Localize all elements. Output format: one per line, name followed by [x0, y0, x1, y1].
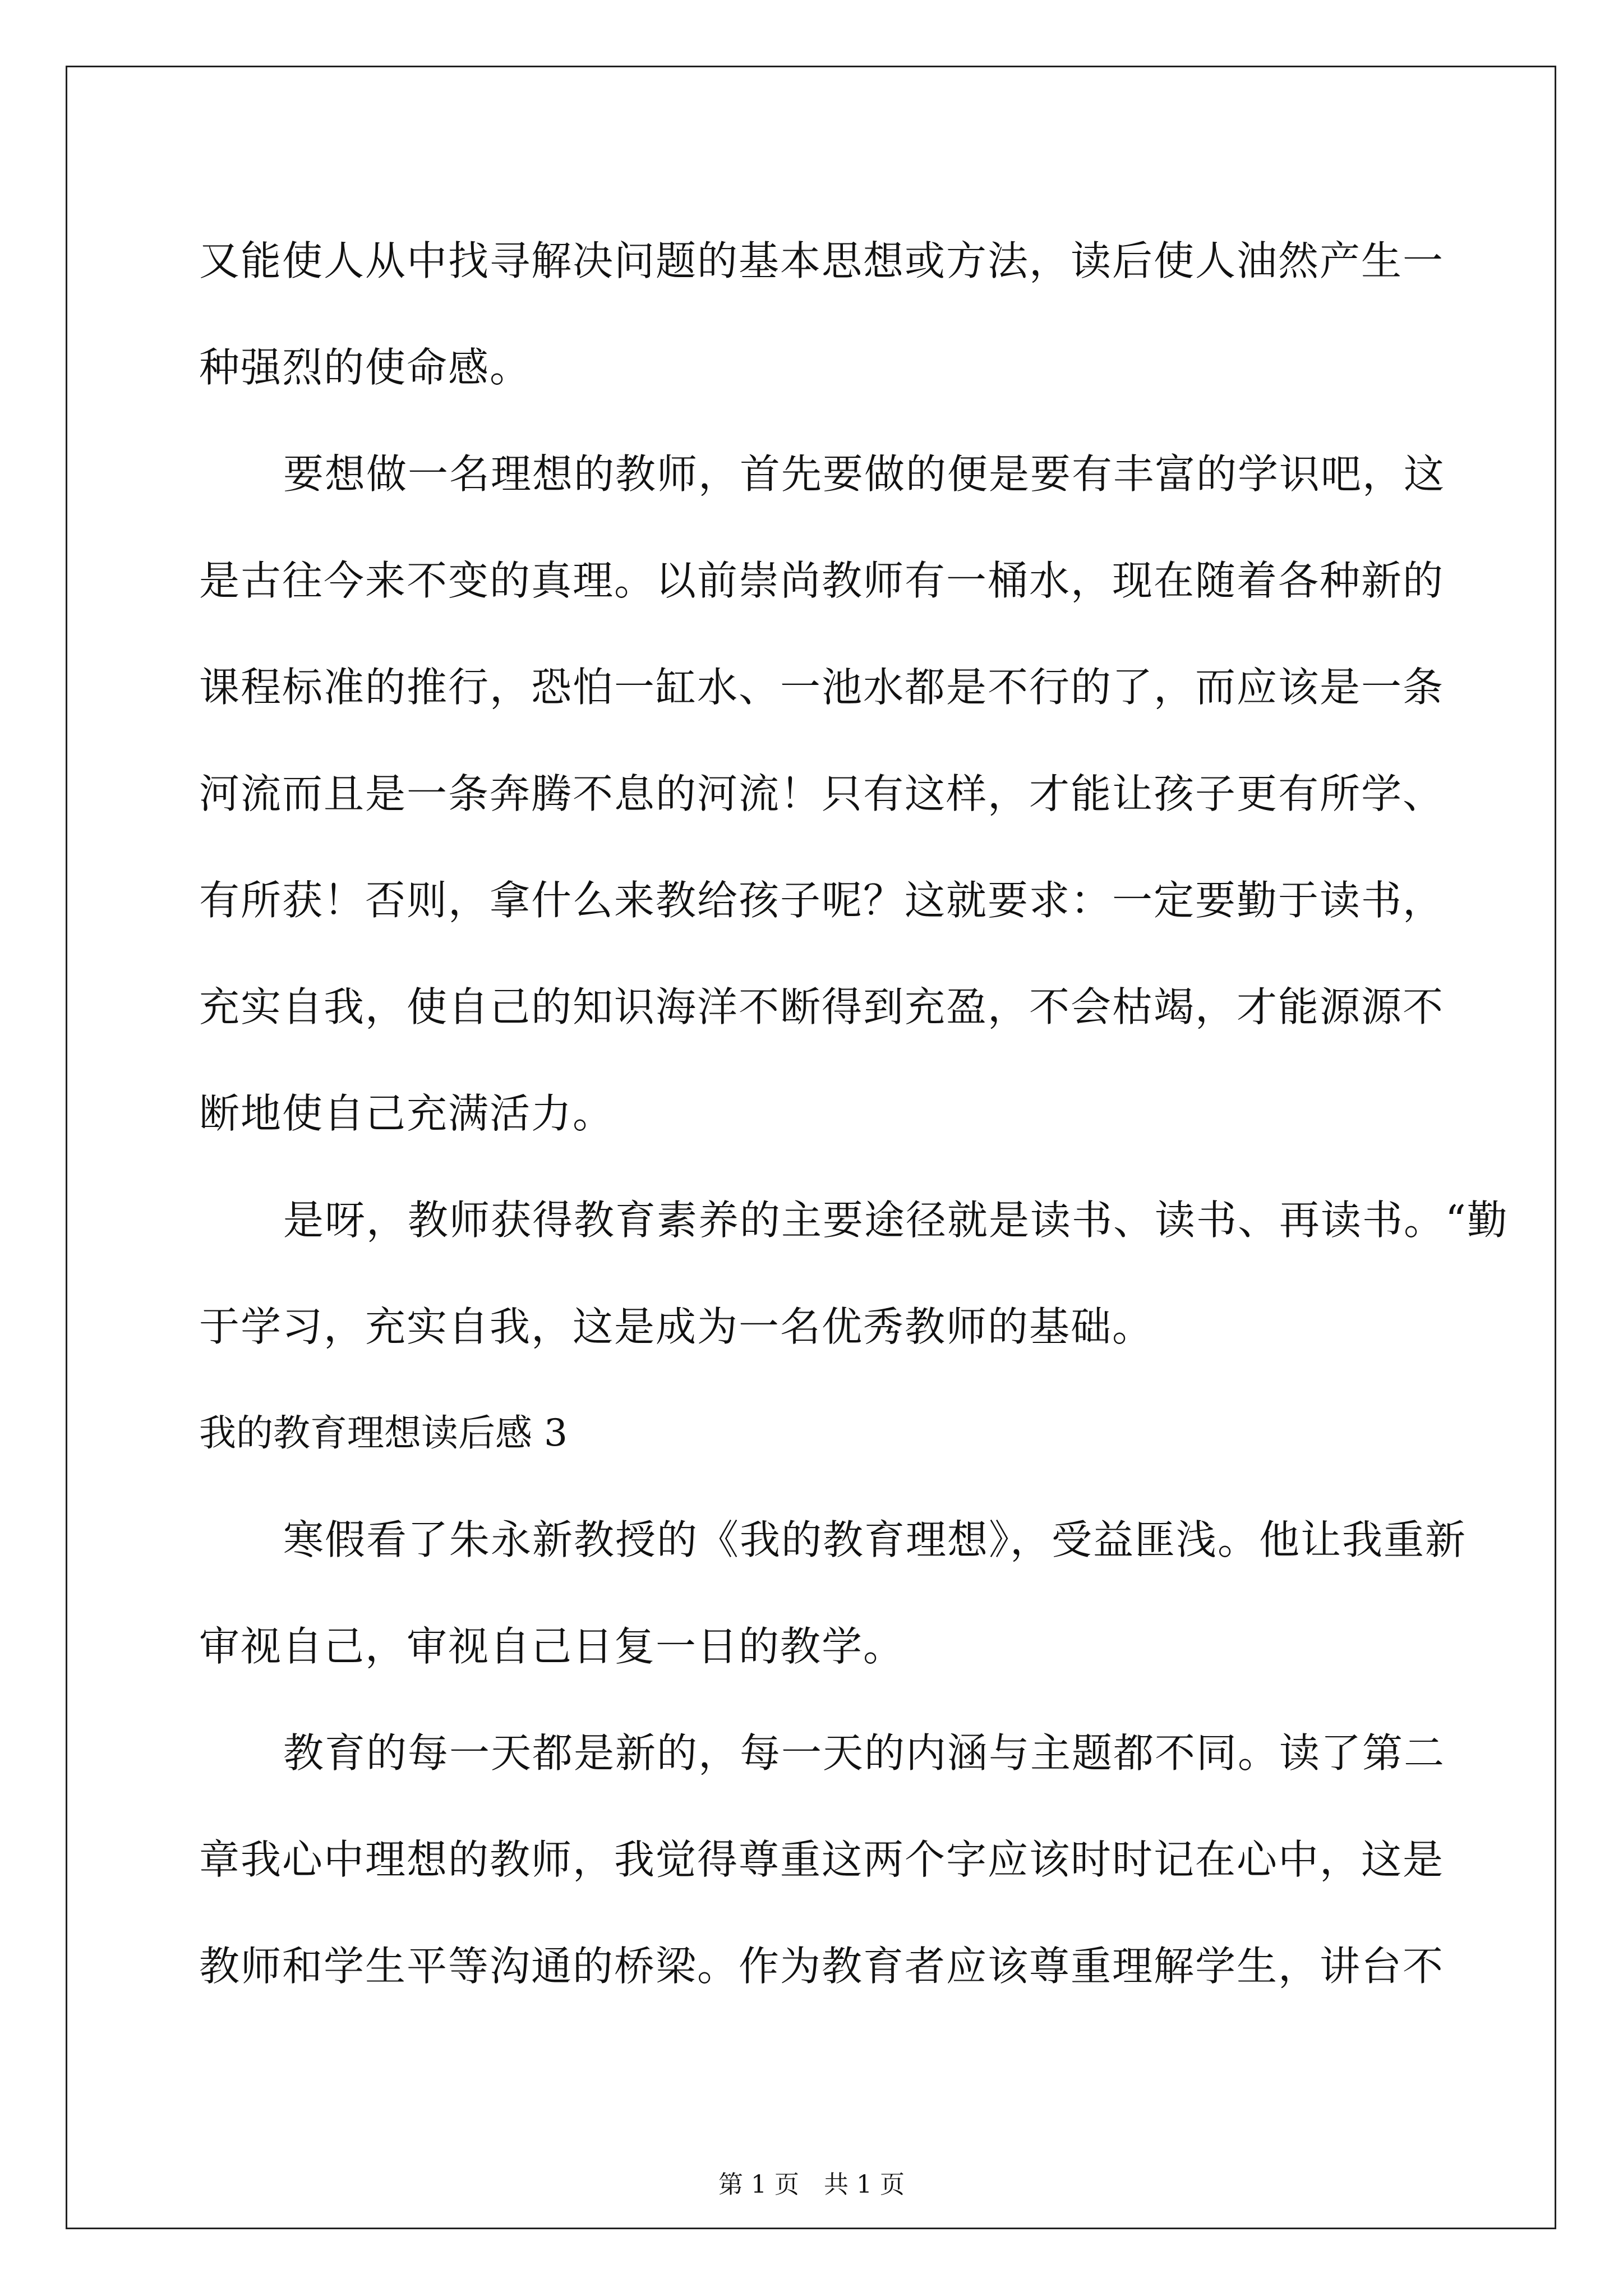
text-line: 要想做一名理想的教师，首先要做的便是要有丰富的学识吧，这 [283, 450, 1446, 498]
text-line: 教师和学生平等沟通的桥梁。作为教育者应该尊重理解学生，讲台不 [199, 1943, 1445, 1990]
text-line: 章我心中理想的教师，我觉得尊重这两个字应该时时记在心中，这是 [199, 1836, 1445, 1883]
text-line: 又能使人从中找寻解决问题的基本思想或方法，读后使人油然产生一 [199, 237, 1445, 284]
text-line: 河流而且是一条奔腾不息的河流！只有这样，才能让孩子更有所学、 [199, 770, 1445, 817]
text-line: 教育的每一天都是新的，每一天的内涵与主题都不同。读了第二 [283, 1729, 1446, 1777]
text-line: 是呀，教师获得教育素养的主要途径就是读书、读书、再读书。“勤 [283, 1197, 1509, 1244]
text-line: 充实自我，使自己的知识海洋不断得到充盈，不会枯竭，才能源源不 [199, 983, 1445, 1030]
text-line: 审视自己，审视自己日复一日的教学。 [199, 1623, 905, 1670]
page-number-footer: 第 1 页 共 1 页 [718, 2170, 905, 2199]
text-line: 课程标准的推行，恐怕一缸水、一池水都是不行的了，而应该是一条 [199, 664, 1445, 711]
text-line: 种强烈的使命感。 [199, 344, 532, 391]
text-line: 是古往今来不变的真理。以前崇尚教师有一桶水，现在随着各种新的 [199, 557, 1445, 604]
section-heading: 我的教育理想读后感 3 [199, 1411, 568, 1455]
text-line: 寒假看了朱永新教授的《我的教育理想》，受益匪浅。他让我重新 [283, 1516, 1467, 1563]
text-line: 断地使自己充满活力。 [199, 1090, 615, 1137]
document-body [199, 208, 1509, 2019]
text-line: 有所获！否则，拿什么来教给孩子呢？这就要求：一定要勤于读书， [199, 877, 1445, 924]
text-line: 于学习，充实自我，这是成为一名优秀教师的基础。 [199, 1303, 1154, 1350]
